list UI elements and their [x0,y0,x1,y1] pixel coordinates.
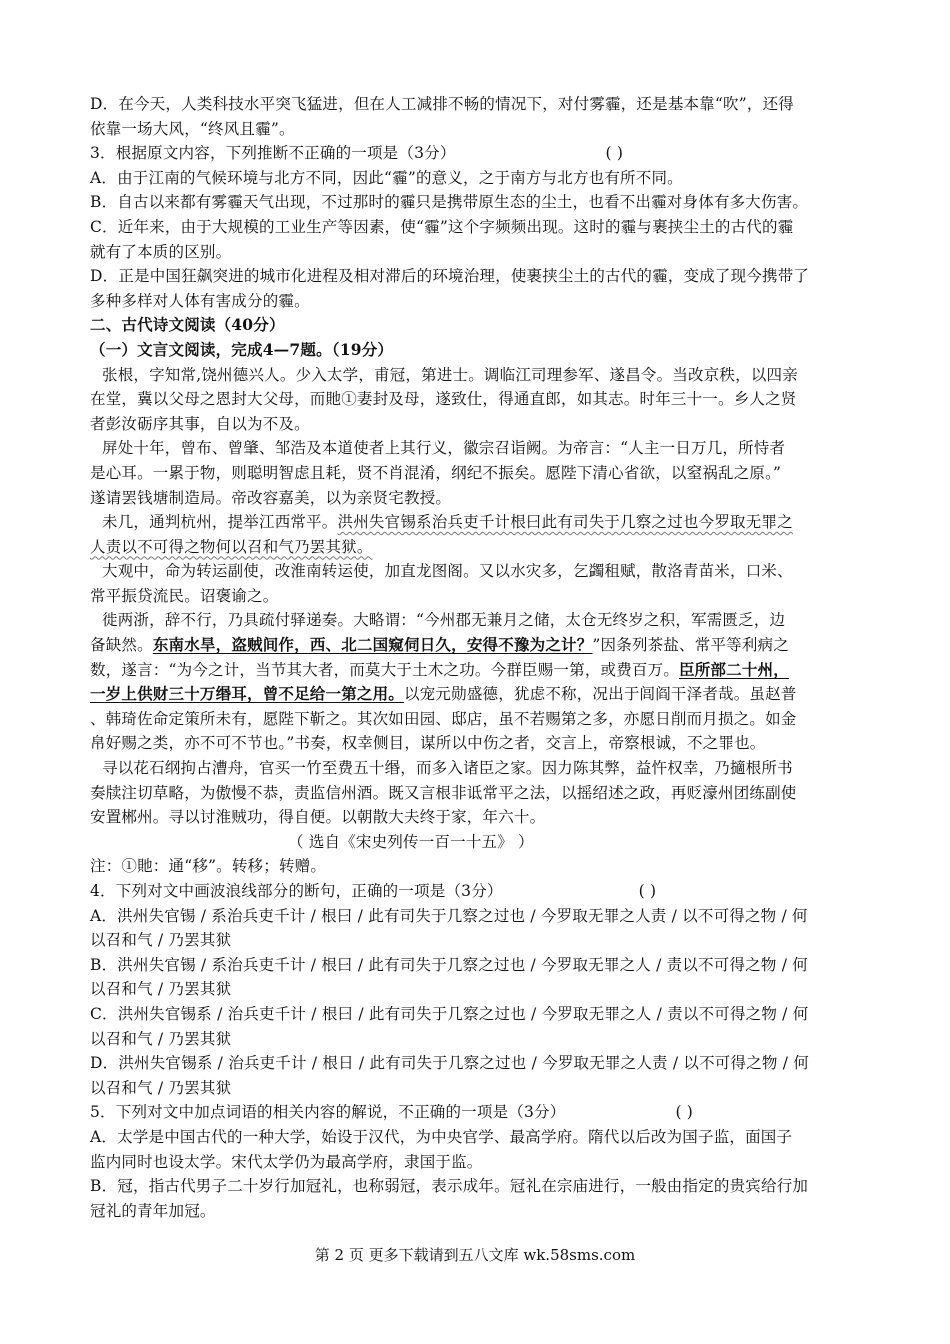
passage-line: 常平振贷流民。诏褒谕之。 [90,586,279,605]
passage-line: 、韩琦佐命定策所未有，愿陛下靳之。其次如田园、邸店，虽不若赐第之多，亦愿日削而月损之。如金 [90,709,797,728]
q3-option-d: D．正是中国狂飙突进的城市化进程及相对滞后的环境治理，使裹挟尘土的古代的霾，变成了现今携带了 [90,267,810,286]
question-5: 5．下列对文中加点词语的相关内容的解说，不正确的一项是（3分） ( ) [90,1100,865,1125]
underlined-sentence: 一岁上供财三十万缗耳，曾不足给一第之用。 [90,684,405,704]
page-footer: 第 2 页 更多下载请到五八文库 wk.58sms.com [314,1246,636,1264]
passage-line: 安置郴州。寻以讨淮贼功，得自便。以朝散大夫终于家，年六十。 [90,808,546,827]
q4-option-a: A．洪州失官锡 / 系治兵吏千计 / 根曰 / 此有司失于几察之过也 / 今罗取无罪之人责 / 以不可得之物 / 何 [90,906,808,925]
option-d-q2-cont: 依靠一场大风，“终风且霾”。 [90,119,295,138]
q4-option-b-cont: 以召和气 / 乃罢其狱 [90,980,232,999]
passage-line: 帛好赐之类，亦不可不节也。”书奏，权幸侧目，谋所以中伤之者，交言上，帝察根诚，不之罪也。 [90,734,766,753]
q4-option-c: C．洪州失官锡系 / 治兵吏千计 / 根曰 / 此有司失于几察之过也 / 今罗取无罪之人 / 责以不可得之物 / 何 [90,1004,809,1023]
passage-line [90,535,865,560]
q4-option-b: B．洪州失官锡 / 系治兵吏千计 / 根曰 / 此有司失于几察之过也 / 今罗取无罪之人 / 责以不可得之物 / 何 [90,955,808,974]
q3-option-c-cont: 就有了本质的区别。 [90,242,232,261]
passage-paragraph: 寻以花石纲拘占漕舟，官买一竹至费五十缗，而多入诸臣之家。因力陈其弊，益忤权幸，乃擿根所书 [102,759,793,778]
q5-option-a: A．太学是中国古代的一种大学，始设于汉代，为中央官学、最高学府。隋代以后改为国子监，面国子 [90,1127,793,1146]
q4-option-d: D．洪州失官锡系 / 治兵吏千计 / 根日 / 此有司失于几察之过也 / 今罗取无罪之人责 / 以不可得之物 / 何 [90,1054,809,1073]
source-citation: （ 选自《宋史列传一百一十五》 ） [288,832,534,851]
q4-option-d-cont: 以召和气 / 乃罢其狱 [90,1078,232,1097]
q5-option-b-cont: 冠礼的青年加冠。 [90,1201,216,1220]
wavy-underlined-text: 人责以不可得之物何以召和气乃罢其狱。 [90,537,373,556]
passage-line: 者彭汝砺序其事，自以为不及。 [90,414,310,433]
passage-line: 数，遂言：“为今之计，当节其大者，而莫大于土木之功。今群臣赐一第，或费百万。臣所部二十州， [90,659,789,679]
underlined-sentence: 臣所部二十州， [679,659,789,679]
passage-paragraph: 张根，字知常,饶州德兴人。少入太学，甫冠，第进士。调临江司理参军、遂昌令。当改京秩，以四亲 [102,365,798,384]
passage-line: 奏牍注切草略，为傲慢不恭，责监信州酒。既又言根非诋常平之法，以摇绍述之政，再贬濠州团练副使 [90,783,797,802]
answer-blank: ( ) [605,144,624,163]
passage-line: 是心耳。一累于物，则聪明智虑且耗，贤不肖混淆，纲纪不振矣。愿陛下清心省欲，以窒祸乱之原。” [90,463,782,482]
section-heading: 二、古代诗文阅读（40分） [90,315,285,335]
answer-blank: ( ) [638,882,657,900]
wavy-underlined-text: 洪州失官锡系治兵吏千计根曰此有司失于几察之过也今罗取无罪之 [337,513,793,532]
passage-line: 一岁上供财三十万缗耳，曾不足给一第之用。以宠元勋盛德，犹虑不称，况出于闾阎干泽者哉。虽赵普 [90,684,797,704]
q5-option-a-cont: 监内同时也设太学。宋代太学仍为最高学府，隶国于监。 [90,1152,483,1171]
passage-line: 备缺然。东南水旱，盗贼间作，西、北二国窥伺日久，安得不豫为之计？”因条列茶盐、常平等利病之 [90,635,789,655]
passage-line: 在堂，冀以父母之恩封大父母，而貤①妻封及母，遂致仕，得通直郎，如其志。时年三十一。乡人之贤 [90,390,797,409]
passage-paragraph: 徙两浙，辞不行，乃具疏付驿递奏。大略谓：“今州郡无兼月之储，太仓无终岁之积，军需匮乏，边 [102,611,786,630]
q3-option-b: B．自古以来都有雾霾天气出现，不过那时的霾只是携带原生态的尘土，也看不出霾对身体有多大伤害。 [90,193,809,212]
q5-option-b: B．冠，指古代男子二十岁行加冠礼，也称弱冠，表示成年。冠礼在宗庙进行，一般由指定的贵宾给行加 [90,1177,809,1196]
subsection-heading: （一）文言文阅读，完成4—7题。（19分） [90,339,394,359]
answer-blank: ( ) [675,1103,694,1122]
option-d-q2: D．在今天，人类科技水平突飞猛进，但在人工减排不畅的情况下，对付雾霾，还是基本靠“吹”，还得 [90,95,794,113]
q3-option-a: A．由于江南的气候环境与北方不同，因此“霾”的意义，之于南方与北方也有所不同。 [90,168,683,187]
passage-paragraph: 大观中，命为转运副使，改淮南转运使，加直龙图阁。又以水灾多，乞蠲租赋，散洛青苗米，口米、 [102,562,793,581]
annotation-note: 注：①貤：通“移”。转移；转赠。 [90,857,327,876]
question-4: 4．下列对文中画波浪线部分的断句，正确的一项是（3分） ( ) [90,879,865,904]
passage-line: 遂请罢钱塘制造局。帝改容嘉美，以为亲贤宅教授。 [90,488,452,507]
q4-option-a-cont: 以召和气 / 乃罢其狱 [90,931,232,950]
q3-option-c: C．近年来，由于大规模的工业生产等因素，使“霾”这个字频频出现。这时的霾与裹挟尘土的古代的霾 [90,217,794,236]
passage-paragraph: 未几，通判杭州，提举江西常平。洪州失官锡系治兵吏千计根曰此有司失于几察之过也今罗取无罪之 [102,513,793,532]
document-body [90,92,865,1223]
q4-option-c-cont: 以召和气 / 乃罢其狱 [90,1029,232,1048]
passage-paragraph: 屏处十年，曾布、曾肇、邹浩及本道使者上其行义，徽宗召诣阙。为帝言：“人主一日万几，所恃者 [102,439,786,458]
underlined-sentence: 东南水旱，盗贼间作，西、北二国窥伺日久，安得不豫为之计？ [152,635,593,655]
question-3: 3．根据原文内容，下列推断不正确的一项是（3分） ( ) [90,141,865,166]
q3-option-d-cont: 多种多样对人体有害成分的霾。 [90,291,310,310]
